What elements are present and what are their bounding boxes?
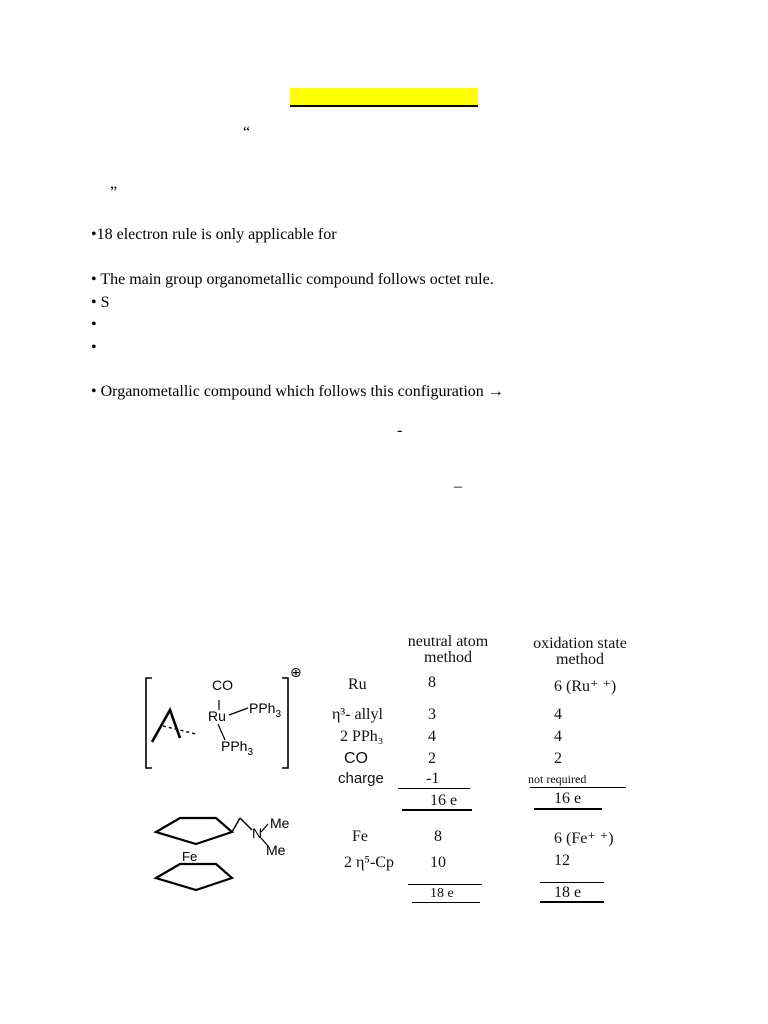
row-ru-oxidation: 6 (Ru⁺ ⁺) (554, 678, 617, 695)
ferrocene-amine-structure (148, 810, 318, 900)
methyl-bottom-label: Me (266, 842, 286, 858)
positive-charge-symbol: ⊕ (290, 664, 302, 680)
row-label-fe: Fe (352, 828, 368, 845)
row-pph3-oxidation: 4 (554, 728, 562, 745)
dash-mark-2: – (454, 478, 462, 495)
metal-ru-label: Ru (208, 708, 226, 724)
row-label-charge: charge (338, 770, 384, 787)
open-quote: “ (243, 124, 251, 141)
row-cp-oxidation: 12 (554, 852, 570, 869)
row-co-oxidation: 2 (554, 750, 562, 767)
total-18e-oxidation: 18 e (554, 884, 582, 901)
pph3-bottom-label: PPh$_3$ (221, 738, 254, 758)
row-allyl-oxidation: 4 (554, 706, 562, 723)
row-allyl-neutral: 3 (428, 706, 436, 723)
sum-line-1-oxidation-top (530, 787, 626, 788)
row-fe-oxidation: 6 (Fe⁺ ⁺) (554, 830, 614, 847)
header-oxidation-state-method: oxidation state method (533, 635, 627, 668)
row-label-pph3: 2 PPh₃ (340, 728, 384, 745)
electron-count-scheme (130, 620, 650, 920)
bullet-follows-configuration: • Organometallic compound which follows this configuration → (91, 383, 504, 400)
row-fe-neutral: 8 (434, 828, 442, 845)
row-charge-oxidation: not required (528, 772, 587, 786)
nitrogen-label: N (252, 825, 263, 841)
bullet-18-electron-rule: •18 electron rule is only applicable for (91, 226, 337, 243)
bullet-empty-2: • (91, 339, 97, 356)
dash-mark-1: - (397, 422, 403, 439)
row-label-allyl: η³- allyl (332, 706, 383, 723)
ligand-co-label: CO (212, 677, 233, 693)
header-neutral-atom-method: neutral atom method (407, 633, 489, 666)
sum-line-1-neutral-top (398, 788, 470, 789)
row-pph3-neutral: 4 (428, 728, 436, 745)
sum-line-1-neutral-bottom (402, 809, 472, 811)
total-16e-neutral: 16 e (430, 792, 458, 809)
sum-line-2-oxidation-bottom (540, 901, 604, 903)
bullet-main-group-octet: • The main group organometallic compound follows octet rule. (91, 271, 494, 288)
row-cp-neutral: 10 (430, 854, 446, 871)
sum-line-1-oxidation-bottom (534, 808, 602, 810)
close-quote: ” (110, 184, 118, 201)
pph3-right-label: PPh$_3$ (249, 700, 282, 720)
row-co-neutral: 2 (428, 750, 436, 767)
metal-fe-label: Fe (182, 849, 198, 864)
row-label-cp: 2 η⁵-Cp (344, 854, 394, 871)
sum-line-2-neutral-top (408, 884, 482, 885)
row-ru-neutral: 8 (428, 674, 436, 691)
total-18e-neutral: 18 e (430, 886, 454, 901)
highlighted-title-bar (290, 88, 478, 107)
row-label-ru: Ru (348, 676, 367, 693)
methyl-top-label: Me (270, 815, 290, 831)
sum-line-2-oxidation-top (540, 882, 604, 883)
total-16e-oxidation: 16 e (554, 790, 582, 807)
row-charge-neutral: -1 (426, 770, 440, 787)
bullet-empty-1: • (91, 316, 97, 333)
sum-line-2-neutral-bottom (412, 902, 480, 903)
bullet-s: • S (91, 294, 110, 311)
row-label-co: CO (344, 750, 368, 767)
